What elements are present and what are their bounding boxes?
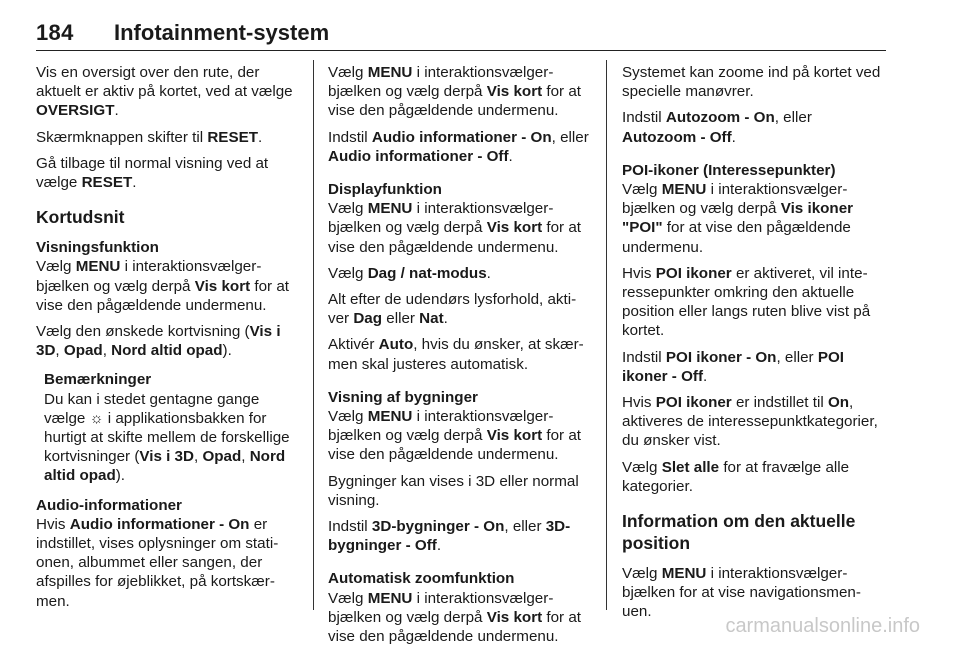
subheading-audio-informationer: Audio-informationer [36, 496, 182, 514]
subheading-visningsfunktion: Visningsfunktion [36, 239, 159, 257]
paragraph: Vælg MENU i interaktionsvælgerbjælken for at vise navigationsmenuen. [622, 565, 861, 621]
page-number: 184 [36, 20, 74, 45]
note-title: Bemærkninger [44, 371, 152, 389]
subheading-poi-ikoner: POI-ikoner (Interessepunkter) [622, 161, 836, 179]
paragraph: Bygninger kan vises i 3D eller normal visning. [328, 472, 579, 509]
paragraph: Indstil Autozoom - On, eller Autozoom - Off. [622, 109, 812, 146]
header-rule [36, 50, 886, 51]
section-heading-kortudsnit: Kortudsnit [36, 207, 125, 228]
paragraph: Vælg MENU i interaktionsvælgerbjælken og vælg derpå Vis ikoner "POI" for at vise den pågældende undermenu. [622, 181, 854, 256]
column-3 [622, 63, 884, 629]
column-divider-1 [313, 60, 314, 610]
paragraph: Vælg den ønskede kortvisning (Vis i 3D, Opad, Nord altid opad). [36, 323, 281, 360]
paragraph: Vælg MENU i interaktionsvælgerbjælken og vælg derpå Vis kort for at vise den pågældende undermenu. [328, 200, 582, 256]
paragraph: Vælg Dag / nat-modus. [328, 264, 491, 282]
paragraph: Alt efter de udendørs lysforhold, aktiver Dag eller Nat. [328, 291, 577, 328]
paragraph: Skærmknappen skifter til RESET. [36, 128, 263, 146]
subheading-visning-af-bygninger: Visning af bygninger [328, 388, 478, 406]
paragraph: Vælg Slet alle for at fravælge alle kategorier. [622, 458, 850, 495]
paragraph: Gå tilbage til normal visning ved at vælge RESET. [36, 154, 269, 192]
page-title: Infotainment-system [114, 20, 330, 45]
paragraph: Vælg MENU i interaktionsvælgerbjælken og vælg derpå Vis kort for at vise den pågældende undermenu. [328, 589, 582, 646]
paragraph: Vælg MENU i interaktionsvælgerbjælken og vælg derpå Vis kort for at vise den pågældende undermenu. [36, 258, 290, 314]
column-2 [328, 63, 590, 653]
paragraph: Indstil 3D-bygninger - On, eller 3D-bygninger - Off. [328, 518, 571, 555]
paragraph: Indstil POI ikoner - On, eller POI ikoner - Off. [622, 348, 844, 385]
paragraph: Vælg MENU i interaktionsvælgerbjælken og vælg derpå Vis kort for at vise den pågældende undermenu. [328, 408, 582, 464]
subheading-automatisk-zoomfunktion: Automatisk zoomfunktion [328, 570, 515, 588]
watermark: carmanualsonline.info [725, 615, 920, 637]
brightness-icon: ☼ [89, 409, 104, 427]
paragraph: Hvis POI ikoner er aktiveret, vil interessepunkter omkring den aktuelle position eller langs ruten blive vist på kortet. [622, 264, 871, 340]
subheading-displayfunktion: Displayfunktion [328, 181, 442, 199]
paragraph: Indstil Audio informationer - On, eller Audio informationer - Off. [328, 128, 589, 165]
paragraph: Systemet kan zoome ind på kortet ved specielle manøvrer. [622, 64, 881, 101]
paragraph: Vis en oversigt over den rute, der aktuelt er aktiv på kortet, ved at vælge OVERSIGT. [36, 64, 293, 120]
column-1 [36, 63, 298, 618]
section-heading-information: Information om den aktuelle position [622, 511, 856, 554]
paragraph: Hvis Audio informationer - On er indstillet, vises oplysninger om stationen, albummet eller sangen, der afspilles for øjeblikket, på kortskærmen. [36, 515, 279, 610]
page-header [36, 20, 886, 50]
note-text: Du kan i stedet gentagne gange vælge ☼ i applikationsbakken for hurtigt at skifte mellem de forskellige kortvisninger (Vis i 3D, Opad, Nord altid opad). [44, 390, 290, 485]
paragraph: Vælg MENU i interaktionsvælgerbjælken og vælg derpå Vis kort for at vise den pågældende undermenu. [328, 64, 582, 120]
column-divider-2 [606, 60, 607, 610]
paragraph: Aktivér Auto, hvis du ønsker, at skærmen skal justeres automatisk. [328, 336, 584, 373]
note-box [44, 370, 298, 485]
paragraph: Hvis POI ikoner er indstillet til On, aktiveres de interessepunktkategorier, du ønsker vist. [622, 394, 878, 450]
